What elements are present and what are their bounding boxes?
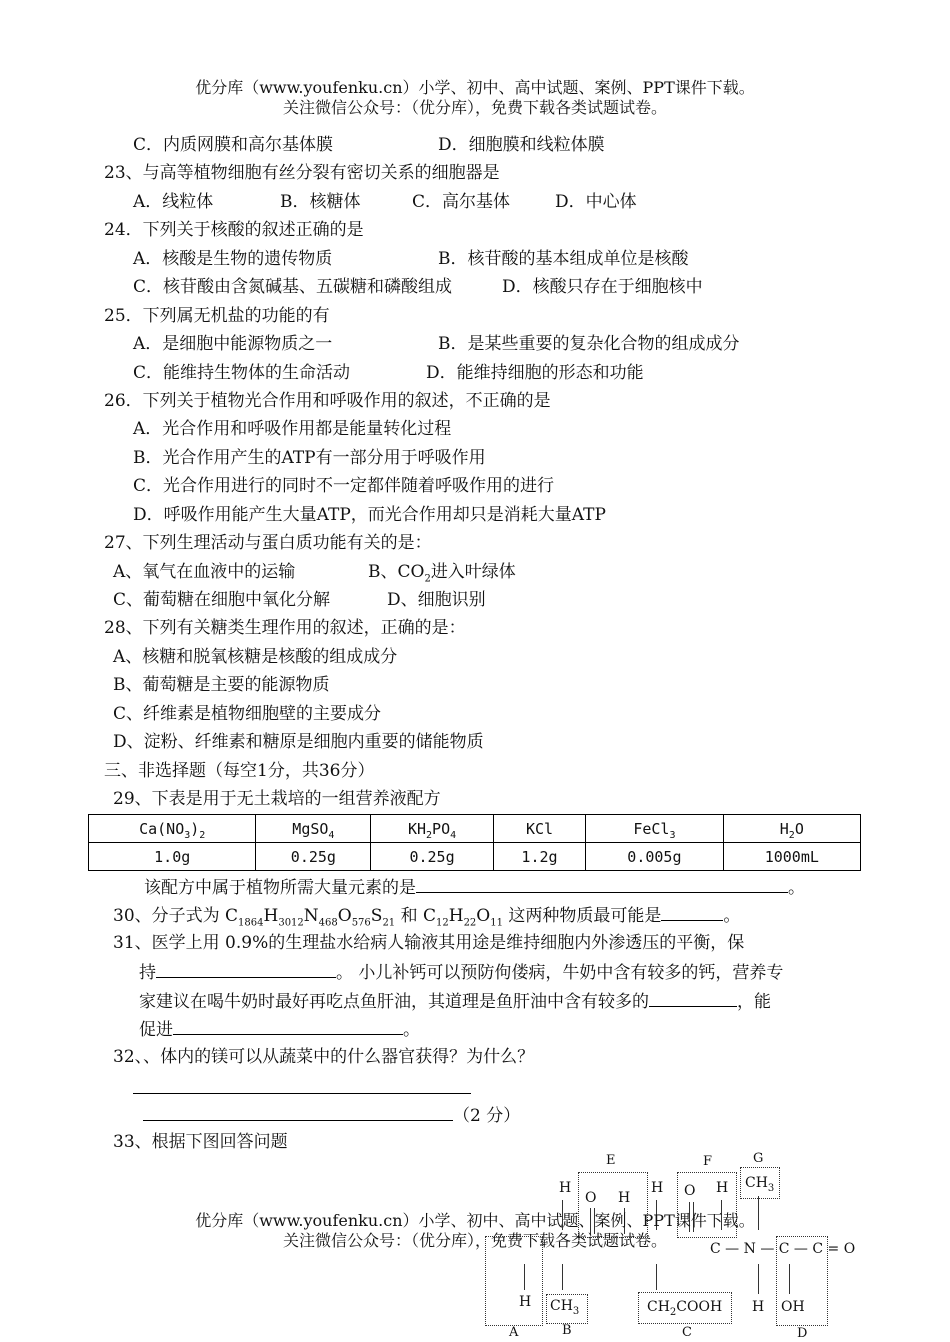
formula-subscript: 468 xyxy=(318,917,338,929)
formula-element: H xyxy=(448,906,464,926)
atom-h: H xyxy=(752,1299,765,1315)
q26-option-a: A．光合作用和呼吸作用都是能量转化过程 xyxy=(133,419,452,439)
q29-question: 该配方中属于植物所需大量元素的是 。 xyxy=(144,875,805,899)
atom-ch3: $CH_3$ xyxy=(550,1298,580,1317)
peptide-chain: C — N — C — C = O xyxy=(710,1241,856,1257)
q26-option-d: D．呼吸作用能产生大量ATP，而光合作用却只是消耗大量ATP xyxy=(133,505,606,525)
q23-option-a: A．线粒体 xyxy=(133,192,214,212)
bond xyxy=(562,1264,563,1290)
header-line-1: 优分库（www.youfenku.cn）小学、初中、高中试题、案例、PPT课件下载。 xyxy=(195,78,755,97)
formula-subscript: 11 xyxy=(490,917,503,929)
q27-option-c: C、葡萄糖在细胞中氧化分解 xyxy=(113,590,331,610)
q33-stem: 33、根据下图回答问题 xyxy=(113,1132,288,1152)
bond xyxy=(789,1264,790,1294)
formula-element: S xyxy=(370,906,383,926)
q24-option-c: C．核苷酸由含氮碱基、五碳糖和磷酸组成 xyxy=(133,277,453,297)
q26-option-b: B．光合作用产生的ATP有一部分用于呼吸作用 xyxy=(133,448,486,468)
formula-element: O xyxy=(476,906,491,926)
atom-h: H xyxy=(519,1294,532,1310)
q28-stem: 28、下列有关糖类生理作用的叙述，正确的是： xyxy=(104,618,466,638)
atom-o: O xyxy=(585,1190,597,1206)
q28-option-a: A、核糖和脱氧核糖是核酸的组成成分 xyxy=(113,647,398,667)
table-cell: 0.005g xyxy=(586,843,723,871)
answer-blank[interactable] xyxy=(173,1017,403,1035)
label-d: D xyxy=(797,1326,808,1341)
label-a: A xyxy=(509,1325,519,1340)
table-cell: 1.0g xyxy=(89,843,256,871)
q28-option-c: C、纤维素是植物细胞壁的主要成分 xyxy=(113,704,382,724)
table-row xyxy=(89,843,861,871)
answer-blank[interactable] xyxy=(416,875,788,893)
section-3-heading: 三、非选择题（每空1分，共36分） xyxy=(104,761,375,781)
atom-ch3: $CH_3$ xyxy=(745,1175,775,1194)
q24-option-d: D．核酸只存在于细胞核中 xyxy=(502,277,703,297)
table-header-cell: $H_2O$ xyxy=(723,815,860,843)
q25-stem: 25．下列属无机盐的功能的有 xyxy=(104,306,330,326)
formula-2 xyxy=(436,906,503,929)
table-cell: 0.25g xyxy=(256,843,371,871)
q27-option-d: D、细胞识别 xyxy=(387,590,486,610)
q28-option-d: D、淀粉、纤维素和糖原是细胞内重要的储能物质 xyxy=(113,732,484,752)
q31-line-3: 家建议在喝牛奶时最好再吃点鱼肝油，其道理是鱼肝油中含有较多的 ，能 xyxy=(139,989,771,1013)
formula-1 xyxy=(238,906,396,929)
table-cell: 1000mL xyxy=(723,843,860,871)
q23-stem: 23、与高等植物细胞有丝分裂有密切关系的细胞器是 xyxy=(104,163,500,183)
formula-subscript: 21 xyxy=(382,917,396,929)
table-header-cell: $Ca(NO_3)_2$ xyxy=(89,815,256,843)
q31-line-2: 持 。 小儿补钙可以预防佝偻病，牛奶中含有较多的钙，营养专 xyxy=(139,960,783,984)
label-b: B xyxy=(562,1323,572,1338)
q27-option-b: B、$CO_2$进入叶绿体 xyxy=(368,562,516,585)
q24-option-b: B．核苷酸的基本组成单位是核酸 xyxy=(438,249,689,269)
table-cell: 0.25g xyxy=(371,843,493,871)
q25-option-d: D．能维持细胞的形态和功能 xyxy=(426,363,644,383)
atom-h: H xyxy=(651,1180,664,1196)
bond xyxy=(524,1264,525,1290)
q30-stem: 30、分子式为 $C_{1864}H_{3012}N_{468}O_{576}S_{21}$ 和 $C_{12}H_{22}O_{11}$ 这两种物质最可能是 。 xyxy=(113,903,740,927)
formula-subscript: 12 xyxy=(436,917,449,929)
table-header-cell: MgSO$_4$ xyxy=(256,815,371,843)
label-g: G xyxy=(753,1151,764,1166)
formula-subscript: 1864 xyxy=(238,917,264,929)
formula-subscript: 3012 xyxy=(278,917,304,929)
q24-stem: 24．下列关于核酸的叙述正确的是 xyxy=(104,220,364,240)
label-c: C xyxy=(682,1325,692,1340)
nutrient-table xyxy=(88,814,861,871)
atom-h: H xyxy=(716,1180,729,1196)
answer-line[interactable] xyxy=(133,1093,471,1094)
q24-option-a: A．核酸是生物的遗传物质 xyxy=(133,249,333,269)
q27-option-a: A、氧气在血液中的运输 xyxy=(113,562,296,582)
atom-h: H xyxy=(618,1190,631,1206)
formula-element: N xyxy=(303,906,319,926)
table-cell: 1.2g xyxy=(493,843,585,871)
atom-ch2cooh: $CH_2COOH$ xyxy=(647,1299,723,1318)
formula-subscript: 576 xyxy=(351,917,371,929)
formula-element: O xyxy=(337,906,352,926)
q22-option-d: D．细胞膜和线粒体膜 xyxy=(438,135,605,155)
q23-option-c: C．高尔基体 xyxy=(412,192,511,212)
formula-element: H xyxy=(263,906,279,926)
table-header-cell: FeCl$_3$ xyxy=(586,815,723,843)
answer-blank[interactable] xyxy=(156,960,336,978)
q26-option-c: C．光合作用进行的同时不一定都伴随着呼吸作用的进行 xyxy=(133,476,555,496)
q29-stem: 29、下表是用于无土栽培的一组营养液配方 xyxy=(113,789,441,809)
q23-option-d: D．中心体 xyxy=(555,192,637,212)
q31-line-1: 31、医学上用 0.9%的生理盐水给病人输液其用途是维持细胞内外渗透压的平衡，保 xyxy=(113,933,745,953)
label-f: F xyxy=(703,1154,713,1169)
q28-option-b: B、葡萄糖是主要的能源物质 xyxy=(113,675,330,695)
table-header-cell: KCl xyxy=(493,815,585,843)
answer-blank[interactable] xyxy=(661,903,723,921)
q26-stem: 26．下列关于植物光合作用和呼吸作用的叙述，不正确的是 xyxy=(104,391,551,411)
atom-h: H xyxy=(559,1180,572,1196)
bond xyxy=(656,1264,657,1290)
q23-option-b: B．核糖体 xyxy=(280,192,361,212)
answer-blank[interactable] xyxy=(649,989,737,1007)
footer-line-1: 优分库（www.youfenku.cn）小学、初中、高中试题、案例、PPT课件下载。 xyxy=(195,1211,755,1230)
table-header-cell: $KH_2PO_4$ xyxy=(371,815,493,843)
q25-option-a: A．是细胞中能源物质之一 xyxy=(133,334,333,354)
answer-blank[interactable] xyxy=(143,1103,453,1121)
bond xyxy=(758,1264,759,1294)
q25-option-b: B．是某些重要的复杂化合物的组成成分 xyxy=(438,334,740,354)
q32-stem: 32、、体内的镁可以从蔬菜中的什么器官获得？为什么？ xyxy=(113,1047,535,1067)
q27-stem: 27、下列生理活动与蛋白质功能有关的是： xyxy=(104,533,432,553)
footer-line-2: 关注微信公众号：（优分库），免费下载各类试题试卷。 xyxy=(282,1231,667,1250)
atom-oh: OH xyxy=(781,1299,805,1315)
q31-line-4: 促进 。 xyxy=(139,1017,420,1041)
formula-subscript: 22 xyxy=(463,917,477,929)
table-header-row xyxy=(89,815,861,843)
q32-answer-line-2: （2 分） xyxy=(143,1103,520,1127)
q22-option-c: C．内质网膜和高尔基体膜 xyxy=(133,135,334,155)
label-e: E xyxy=(606,1153,616,1168)
q25-option-c: C．能维持生物体的生命活动 xyxy=(133,363,351,383)
atom-o: O xyxy=(684,1183,696,1199)
header-line-2: 关注微信公众号：（优分库），免费下载各类试题试卷。 xyxy=(282,98,667,117)
